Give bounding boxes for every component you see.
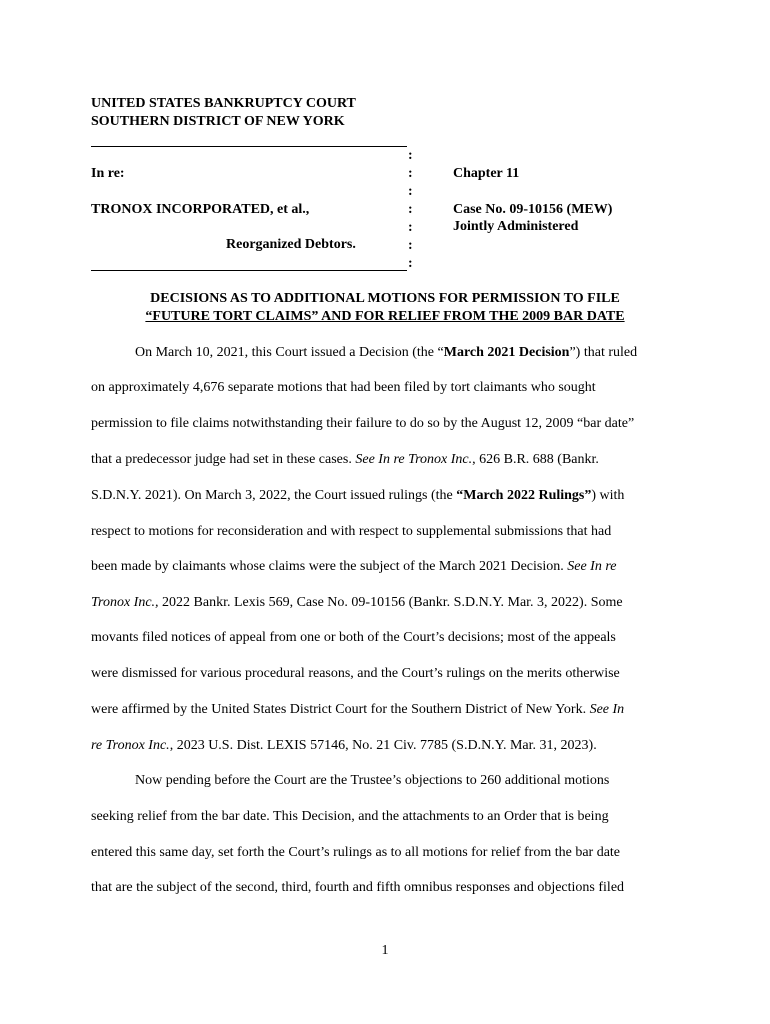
body-line xyxy=(91,452,599,468)
caption-top-rule xyxy=(91,146,407,147)
text-run: were affirmed by the United States District Court for the Southern District of New York. xyxy=(91,702,590,717)
text-run: been made by claimants whose claims were the subject of the March 2021 Decision. xyxy=(91,559,568,574)
defined-term: March 2021 Decision xyxy=(443,345,570,360)
caption-colon: : xyxy=(408,166,413,181)
caption-bottom-rule xyxy=(91,270,407,271)
decision-title-line1: DECISIONS AS TO ADDITIONAL MOTIONS FOR PERMISSION TO FILE xyxy=(150,291,620,306)
decision-title-line2 xyxy=(0,309,770,325)
body-line: were dismissed for various procedural reasons, and the Court’s rulings on the merits otherwise xyxy=(91,666,620,681)
decision-title-line2-text: “FUTURE TORT CLAIMS” AND FOR RELIEF FROM THE 2009 BAR DATE xyxy=(145,309,625,324)
case-citation: See In re xyxy=(567,559,617,574)
body-line xyxy=(91,595,623,611)
case-citation: See In xyxy=(589,702,625,717)
body-line: entered this same day, set forth the Court’s rulings as to all motions for relief from the bar date xyxy=(91,845,621,860)
body-line xyxy=(91,702,624,718)
body-line: seeking relief from the bar date. This Decision, and the attachments to an Order that is being xyxy=(91,809,609,824)
caption-colon: : xyxy=(408,148,413,163)
text-run: 2022 Bankr. Lexis 569, Case No. 09-10156 (Bankr. S.D.N.Y. Mar. 3, 2022). Some xyxy=(158,595,623,610)
text-run: On March 10, 2021, this Court issued a Decision (the “ xyxy=(135,345,444,360)
caption-colon: : xyxy=(408,184,413,199)
text-run: , 2023 U.S. Dist. LEXIS 57146, No. 21 Civ. 7785 (S.D.N.Y. Mar. 31, 2023). xyxy=(169,738,597,753)
caption-colon: : xyxy=(408,220,413,235)
chapter-label: Chapter 11 xyxy=(453,166,520,181)
text-run: , 626 B.R. 688 (Bankr. xyxy=(472,452,599,467)
jointly-administered: Jointly Administered xyxy=(453,219,579,234)
body-line: permission to file claims notwithstanding their failure to do so by the August 12, 2009 “bar date” xyxy=(91,416,635,431)
body-line: that are the subject of the second, third, fourth and fifth omnibus responses and objections filed xyxy=(91,880,625,895)
case-citation: Tronox Inc., xyxy=(91,595,159,610)
body-line: Now pending before the Court are the Trustee’s objections to 260 additional motions xyxy=(135,773,610,788)
case-number: Case No. 09-10156 (MEW) xyxy=(453,202,613,217)
case-citation: See In re Tronox Inc. xyxy=(355,452,473,467)
body-line xyxy=(135,345,637,361)
defined-term: “March 2022 Rulings” xyxy=(456,488,592,503)
court-name: UNITED STATES BANKRUPTCY COURT xyxy=(91,96,356,111)
case-citation: re Tronox Inc. xyxy=(91,738,170,753)
body-line xyxy=(91,559,616,575)
text-run: S.D.N.Y. 2021). On March 3, 2022, the Court issued rulings (the xyxy=(91,488,457,503)
caption-colon: : xyxy=(408,256,413,271)
debtor-role: Reorganized Debtors. xyxy=(226,237,356,252)
body-line xyxy=(91,738,597,754)
text-run: ) with xyxy=(591,488,625,503)
body-line: on approximately 4,676 separate motions that had been filed by tort claimants who sought xyxy=(91,380,596,395)
court-district: SOUTHERN DISTRICT OF NEW YORK xyxy=(91,114,345,129)
caption-colon: : xyxy=(408,202,413,217)
page-number: 1 xyxy=(381,943,389,958)
debtor-name: TRONOX INCORPORATED, et al., xyxy=(91,202,310,217)
text-run: ”) that ruled xyxy=(569,345,638,360)
body-line: movants filed notices of appeal from one or both of the Court’s decisions; most of the appeals xyxy=(91,630,616,645)
in-re-label: In re: xyxy=(91,166,125,181)
text-run: that a predecessor judge had set in these cases. xyxy=(91,452,356,467)
body-line: respect to motions for reconsideration and with respect to supplemental submissions that had xyxy=(91,524,612,539)
caption-colon: : xyxy=(408,238,413,253)
body-line xyxy=(91,488,624,504)
